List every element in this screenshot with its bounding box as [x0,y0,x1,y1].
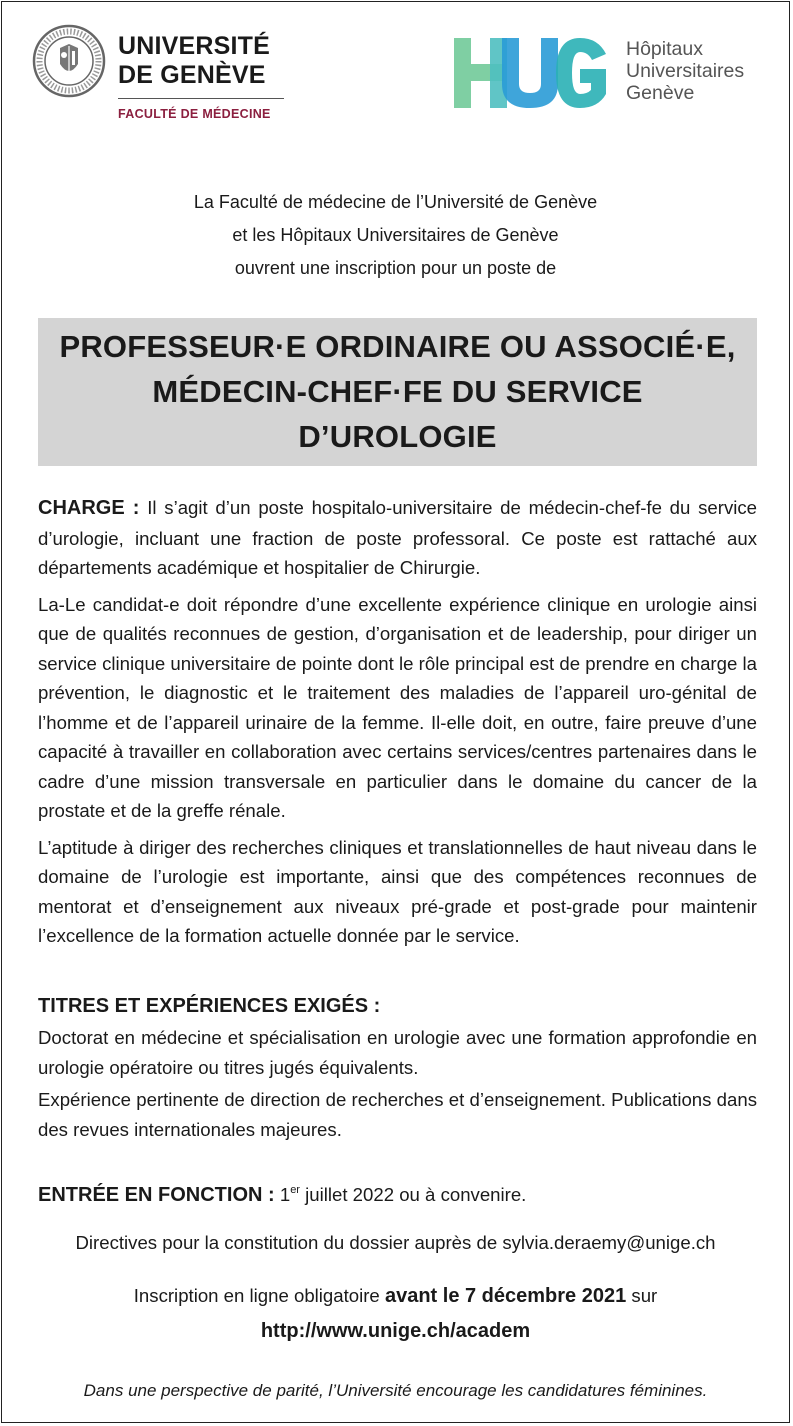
inscription-url-line [2,1317,789,1345]
hug-logo-icon [452,36,608,110]
inscription-line [2,1282,789,1310]
charge-label: CHARGE : [38,497,140,519]
directives: Directives pour la constitution du dossier auprès de sylvia.deraemy@unige.ch [75,1232,716,1253]
titres-section [38,1023,757,1147]
hug-line2: Universitaires [626,60,745,82]
job-announcement [1,1,790,1423]
hug-name [626,38,744,104]
titres-paragraph: Doctorat en médecine et spécialisation en urologie avec une formation approfondie en urologie opératoire ou titres jugés équivalents. [38,1027,757,1078]
position-title-box [38,318,757,466]
entree-label: ENTRÉE EN FONCTION : [38,1184,275,1207]
charge-text: Il s’agit d’un poste hospitalo-universitaire de médecin-chef-fe du service d’urologie, incluant une fraction de poste professoral. Ce poste est rattaché aux départements académique et hospitalier de Chirurgie. [38,497,758,578]
title-line: D’UROLOGIE [298,419,497,454]
intro-line: La Faculté de médecine de l’Université de Genève [193,192,598,212]
hug-line1: Hôpitaux [626,38,703,60]
titres-paragraph: Expérience pertinente de direction de recherches et d’enseignement. Publications dans des revues internationales majeures. [38,1089,757,1140]
candidate-paragraph: La-Le candidat-e doit répondre d’une excellente expérience clinique en urologie ainsi que de qualités reconnues de gestion, d’organisation et de leadership, pour diriger un service clinique universitaire de pointe dont le rôle principal est de prendre en charge la prévention, le diagnostic et le traitement des maladies de l’appareil uro-génital de l’homme et de l’appareil urinaire de la femme. Il-elle doit, en outre, faire preuve d’une capacité à travailler en collaboration avec certains services/centres partenaires dans le cadre d’une mission transversale en particulier dans le domaine du cancer de la prostate et de la greffe rénale. [38,593,757,821]
intro-line: et les Hôpitaux Universitaires de Genève [232,225,559,245]
charge-section [38,493,757,958]
unige-line2: DE GENÈVE [118,61,266,89]
hug-line3: Genève [626,82,695,104]
unige-wordmark [118,32,270,90]
entree-day: 1 [279,1184,291,1206]
titres-heading: TITRES ET EXPÉRIENCES EXIGÉS : [38,995,381,1017]
faculty-name: FACULTÉ DE MÉDECINE [118,107,271,121]
title-line: MÉDECIN-CHEF·FE DU SERVICE [152,374,643,409]
intro [2,186,789,285]
parity-note: Dans une perspective de parité, l’Université encourage les candidatures féminines. [83,1381,708,1400]
entree-date: juillet 2022 ou à convenire. [305,1184,527,1206]
inscription-after: sur [631,1285,658,1306]
unige-divider [118,98,284,99]
header [2,2,789,132]
inscription-before: Inscription en ligne obligatoire [133,1285,380,1306]
intro-line: ouvrent une inscription pour un poste de [234,258,557,278]
inscription-deadline: avant le 7 décembre 2021 [384,1285,627,1307]
inscription-url[interactable]: http://www.unige.ch/academ [260,1320,531,1342]
aptitude-paragraph: L’aptitude à diriger des recherches cliniques et translationnelles de haut niveau dans le domaine de l’urologie est importante, ainsi que des compétences reconnues de mentorat et d’enseignement aux niveaux pré-grade et post-grade pour maintenir l’excellence de la formation actuelle donnée par le service. [38,836,757,946]
unige-line1: UNIVERSITÉ [118,32,271,60]
title-line: PROFESSEUR·E ORDINAIRE OU ASSOCIÉ·E, [59,329,736,364]
entree-en-fonction [38,1177,526,1209]
charge-paragraph [38,493,757,583]
entree-day-suffix: er [290,1184,300,1196]
university-seal-icon [32,24,106,98]
